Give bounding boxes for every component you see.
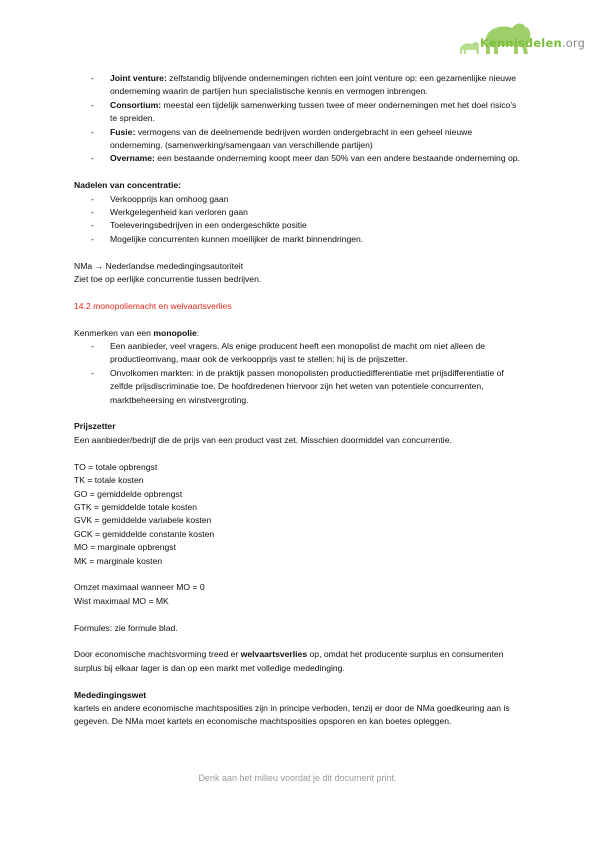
list-item: - Mogelijke concurrenten kunnen moeilijker de markt binnendringen.	[91, 233, 364, 244]
list-item: - Onvolkomen markten: in de praktijk passen monopolisten productiedifferentiatie met prijsdifferentiatie of zelfde prijsdiscriminatie toe. De hoofdredenen hiervoor zijn het weten van potentiele concurrenten, marktbeheersing en winstvergroting.	[91, 367, 504, 405]
welvaartsverlies-paragraph: Door economische machtsvorming treed er welvaartsverlies op, omdat het producente surplus en consumenten surplus bij elkaar lager is dan op een markt met volledige mededinging.	[74, 649, 504, 673]
definitions-list	[74, 461, 524, 568]
definition-item: GTK = gemiddelde totale kosten	[74, 501, 198, 512]
mededingingswet-text: kartels en andere economische machtsposities zijn in principe verboden, tenzij er door de NMa goedkeuring aan is gegeven. De NMa moet kartels en economische machtsposities opsporen en kan boetes opleggen.	[74, 702, 510, 727]
prijszetter-heading: Prijszetter	[74, 421, 116, 432]
definition-item: MK = marginale kosten	[74, 555, 163, 566]
nma-description: Ziet toe op eerlijke concurrentie tussen bedrijven.	[74, 274, 262, 285]
nadelen-list	[74, 193, 524, 247]
list-item: - Overname: een bestaande onderneming koopt meer dan 50% van een andere bestaande onderneming op.	[91, 153, 520, 164]
kennisdelen-logo: Kennisdelen.org	[456, 14, 584, 64]
definition-item: GO = gemiddelde opbrengst	[74, 488, 183, 499]
list-item: - Fusie: vermogens van de deelnemende bedrijven worden ondergebracht in een geheel nieuwe onderneming. (samenwerking/samengaan van verschillende partijen)	[91, 126, 473, 151]
definition-item: TO = totale opbrengst	[74, 461, 158, 472]
list-item: - Verkoopprijs kan omhoog gaan	[91, 193, 229, 204]
concentration-forms-list	[74, 72, 524, 166]
monopolie-list	[74, 340, 524, 407]
list-item: - Een aanbieder, veel vragers. Als enige producent heeft een monopolist de macht om niet alleen de productieomvang, maar ook de verkoopprijs vast te stellen: hij is de prijszetter.	[91, 341, 486, 365]
nma-line: NMa → Nederlandse mededingingsautoriteit	[74, 260, 244, 271]
formules-note: Formules: zie formule blad.	[74, 622, 178, 633]
monopolie-intro: Kenmerken van een monopolie:	[74, 327, 200, 338]
list-item: - Consortium: meestal een tijdelijk samenwerking tussen twee of meer ondernemingen met het doel risico’s te spreiden.	[91, 99, 517, 124]
prijszetter-text: Een aanbieder/bedrijf die de prijs van een product vast zet. Misschien doormiddel van concurrentie.	[74, 434, 452, 445]
definition-item: GCK = gemiddelde constante kosten	[74, 528, 215, 539]
list-item: - Toeleveringsbedrijven in een ondergeschikte positie	[91, 220, 307, 231]
definition-item: TK = totale kosten	[74, 475, 144, 486]
nadelen-heading: Nadelen van concentratie:	[74, 180, 181, 191]
maxima-line: Omzet maximaal wanneer MO = 0	[74, 582, 205, 593]
mededingingswet-heading: Mededingingswet	[74, 689, 147, 700]
list-item: - Werkgelegenheid kan verloren gaan	[91, 207, 248, 218]
definition-item: GVK = gemiddelde variabele kosten	[74, 515, 212, 526]
section-heading: 14.2 monopoliemacht en welvaartsverlies	[74, 300, 232, 311]
list-item: - Joint venture: zelfstandig blijvende ondernemingen richten een joint venture op: een gezamenlijke nieuwe onderneming waarin de partijen hun specialistische kennis en vermogen inbrengen.	[91, 73, 517, 97]
maxima-line: Wist maximaal MO = MK	[74, 595, 169, 606]
definition-item: MO = marginale opbrengst	[74, 542, 176, 553]
footer-note: Denk aan het milieu voordat je dit document print.	[198, 773, 397, 783]
document-body	[74, 72, 524, 729]
